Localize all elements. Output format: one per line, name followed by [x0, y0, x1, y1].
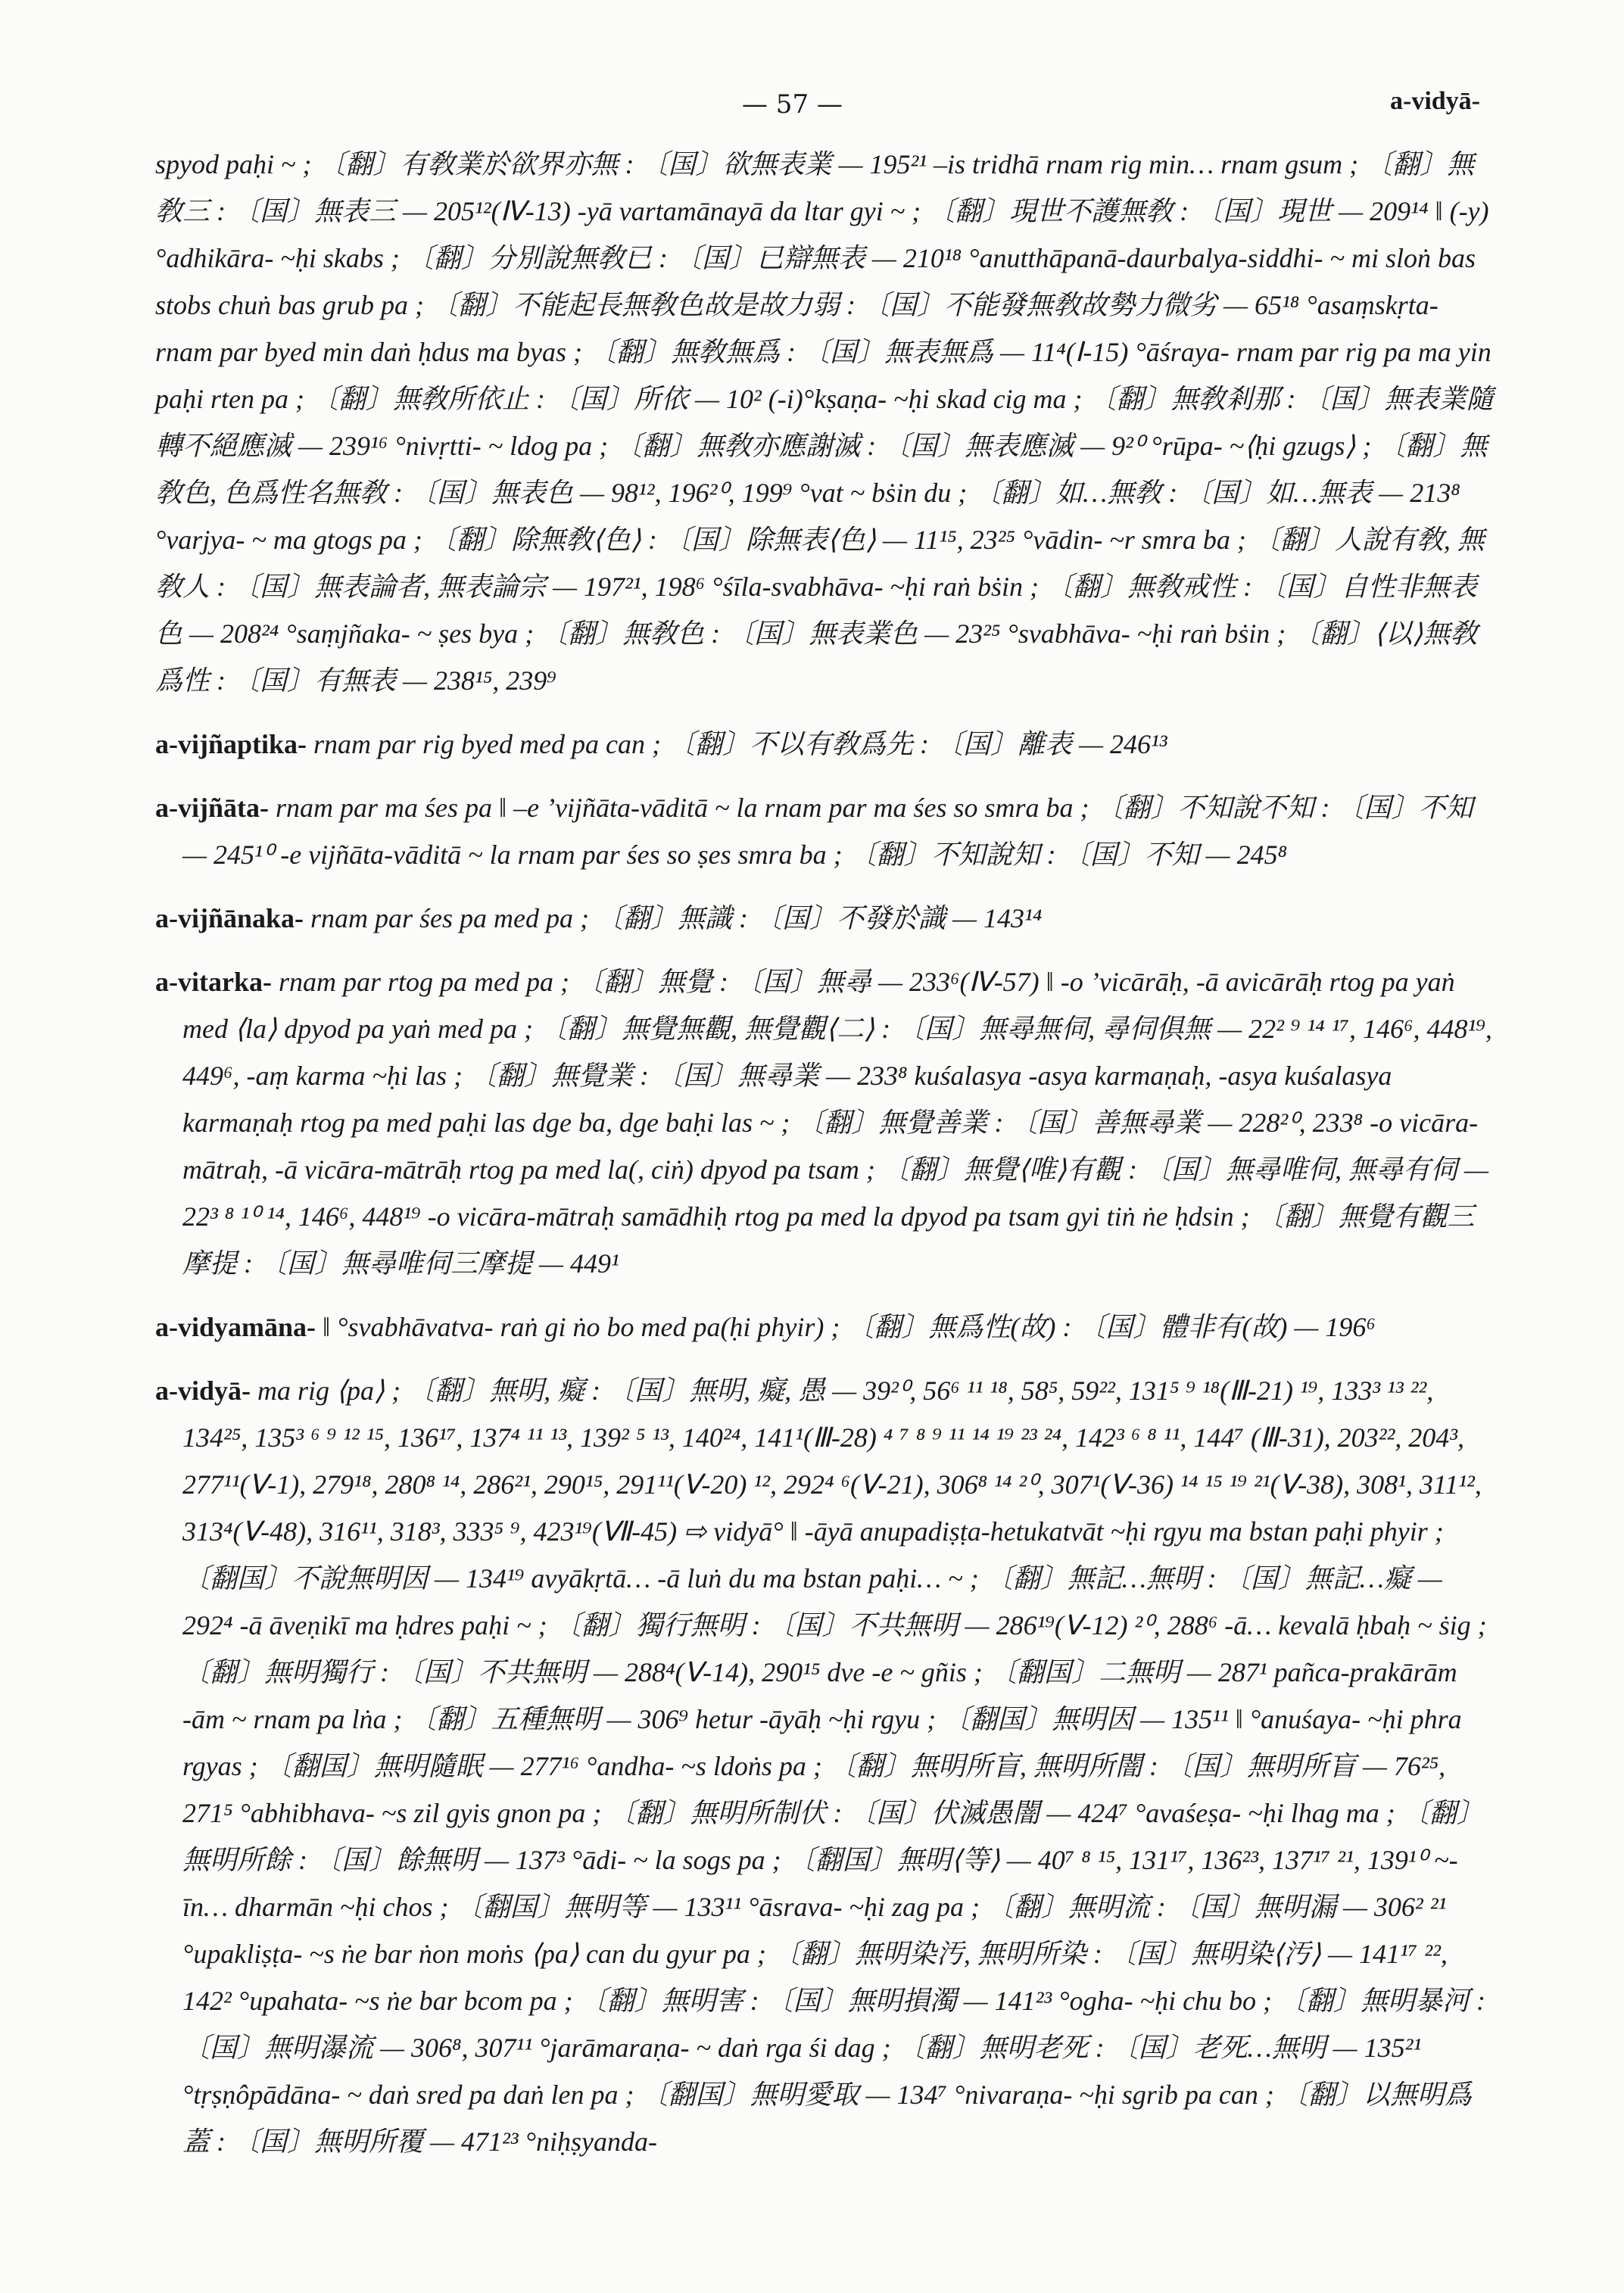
entry-headword: a-vijñaptika- [155, 729, 307, 759]
dictionary-entry [155, 958, 1495, 1287]
dictionary-column [155, 141, 1495, 2182]
entry-headword: a-vidyamāna- [155, 1312, 316, 1342]
entry-body: rnam par rig byed med pa can ; 〔翻〕不以有敎爲先 : 〔国〕離表 — 246¹³ [313, 729, 1167, 759]
entry-headword: a-vitarka- [155, 967, 272, 997]
entry-headword: a-vijñāta- [155, 793, 269, 823]
entry-body: ‖ °svabhāvatva- raṅ gi ṅo bo med pa(ḥi phyir) ; 〔翻〕無爲性(故) : 〔国〕體非有(故) — 196⁶ [323, 1312, 1376, 1342]
dictionary-entry [155, 1367, 1495, 2165]
dictionary-entry [155, 784, 1495, 878]
entry-body: ma rig ⟨pa⟩ ; 〔翻〕無明, 癡 : 〔国〕無明, 癡, 愚 — 39²⁰, 56⁶ ¹¹ ¹⁸, 58⁵, 59²², 131⁵ ⁹ ¹⁸(Ⅲ-21) ¹⁹, 133³ ¹³ ²², 134²⁵, 135³ ⁶ ⁹ ¹² ¹⁵, 136¹⁷, 137⁴ ¹¹ ¹³, 139² ⁵ ¹³, 140²⁴, 141¹(Ⅲ-28) ⁴ ⁷ ⁸ ⁹ ¹¹ ¹⁴ ¹⁹ ²³ ²⁴, 142³ ⁶ ⁸ ¹¹, 144⁷ (Ⅲ-31), 203²², 204³, 277¹¹(Ⅴ-1), 279¹⁸, 280⁸ ¹⁴, 286²¹, 290¹⁵, 291¹¹(Ⅴ-20) ¹², 292⁴ ⁶(Ⅴ-21), 306⁸ ¹⁴ ²⁰, 307¹(Ⅴ-36) ¹⁴ ¹⁵ ¹⁹ ²¹(Ⅴ-38), 308¹, 311¹², 313⁴(Ⅴ-48), 316¹¹, 318³, 333⁵ ⁹, 423¹⁹(Ⅶ-45) ⇨ vidyā° ‖ -āyā anupadiṣṭa-hetukatvāt ~ḥi rgyu ma bstan paḥi phyir ; 〔翻国〕不說無明因 — 134¹⁹ avyākṛtā… -ā luṅ du ma bstan paḥi… ~ ; 〔翻〕無記…無明 : 〔国〕無記…癡 — 292⁴ -ā āveṇikī ma ḥdres paḥi ~ ; 〔翻〕獨行無明 : 〔国〕不共無明 — 286¹⁹(Ⅴ-12) ²⁰, 288⁶ -ā… kevalā ḥbaḥ ~ ṡig ; 〔翻〕無明獨行 : 〔国〕不共無明 — 288⁴(Ⅴ-14), 290¹⁵ dve -e ~ gñis ; 〔翻国〕二無明 — 287¹ pañca-prakārām -ām ~ rnam pa lṅa ; 〔翻〕五種無明 — 306⁹ hetur -āyāḥ ~ḥi rgyu ; 〔翻国〕無明因 — 135¹¹ ‖ °anuśaya- ~ḥi phra rgyas ; 〔翻国〕無明隨眠 — 277¹⁶ °andha- ~s ldoṅs pa ; 〔翻〕無明所盲, 無明所闇 : 〔国〕無明所盲 — 76²⁵, 271⁵ °abhibhava- ~s zil gyis gnon pa ; 〔翻〕無明所制伏 : 〔国〕伏滅愚闇 — 424⁷ °avaśeṣa- ~ḥi lhag ma ; 〔翻〕無明所餘 : 〔国〕餘無明 — 137³ °ādi- ~ la sogs pa ; 〔翻国〕無明⟨等⟩ — 40⁷ ⁸ ¹⁵, 131¹⁷, 136²³, 137¹⁷ ²¹, 139¹⁰ ~-īn… dharmān ~ḥi chos ; 〔翻国〕無明等 — 133¹¹ °āsrava- ~ḥi zag pa ; 〔翻〕無明流 : 〔国〕無明漏 — 306² ²¹ °upakliṣṭa- ~s ṅe bar ṅon moṅs ⟨pa⟩ can du gyur pa ; 〔翻〕無明染汚, 無明所染 : 〔国〕無明染⟨汚⟩ — 141¹⁷ ²², 142² °upahata- ~s ṅe bar bcom pa ; 〔翻〕無明害 : 〔国〕無明損濁 — 141²³ °ogha- ~ḥi chu bo ; 〔翻〕無明暴河 : 〔国〕無明瀑流 — 306⁸, 307¹¹ °jarāmaraṇa- ~ daṅ rga śi dag ; 〔翻〕無明老死 : 〔国〕老死…無明 — 135²¹ °tṛṣṇôpādāna- ~ daṅ sred pa daṅ len pa ; 〔翻国〕無明愛取 — 134⁷ °nivaraṇa- ~ḥi sgrib pa can ; 〔翻〕以無明爲蓋 : 〔国〕無明所覆 — 471²³ °niḥṣyanda- [182, 1375, 1487, 2157]
dictionary-entry [155, 1304, 1495, 1351]
dictionary-entry [155, 721, 1495, 768]
running-head: a-vidyā- [1390, 87, 1480, 115]
entry-headword: a-vijñānaka- [155, 903, 304, 933]
entry-body: rnam par śes pa med pa ; 〔翻〕無識 : 〔国〕不發於識 — 143¹⁴ [310, 903, 1043, 933]
dictionary-entry [155, 895, 1495, 942]
entry-headword: a-vidyā- [155, 1375, 251, 1406]
dictionary-entry [155, 141, 1495, 704]
entry-body: spyod paḥi ~ ; 〔翻〕有敎業於欲界亦無 : 〔国〕欲無表業 — 195²¹ –is tridhā rnam rig min… rnam gsum ; 〔翻〕無敎三 : 〔国〕無表三 — 205¹²(Ⅳ-13) -yā vartamānayā da ltar gyi ~ ; 〔翻〕現世不護無敎 : 〔国〕現世 — 209¹⁴ ‖ (-y)°adhikāra- ~ḥi skabs ; 〔翻〕分別說無敎已 : 〔国〕已辯無表 — 210¹⁸ °anutthāpanā-daurbalya-siddhi- ~ mi sloṅ bas stobs chuṅ bas grub pa ; 〔翻〕不能起長無敎色故是故力弱 : 〔国〕不能發無敎故勢力微劣 — 65¹⁸ °asaṃskṛta- rnam par byed min daṅ ḥdus ma byas ; 〔翻〕無敎無爲 : 〔国〕無表無爲 — 11⁴(Ⅰ-15) °āśraya- rnam par rig pa ma yin paḥi rten pa ; 〔翻〕無敎所依止 : 〔国〕所依 — 10² (-i)°kṣaṇa- ~ḥi skad cig ma ; 〔翻〕無敎剎那 : 〔国〕無表業隨轉不絕應滅 — 239¹⁶ °nivṛtti- ~ ldog pa ; 〔翻〕無敎亦應謝滅 : 〔国〕無表應滅 — 9²⁰ °rūpa- ~⟨ḥi gzugs⟩ ; 〔翻〕無敎色, 色爲性名無敎 : 〔国〕無表色 — 98¹², 196²⁰, 199⁹ °vat ~ bṡin du ; 〔翻〕如…無敎 : 〔国〕如…無表 — 213⁸ °varjya- ~ ma gtogs pa ; 〔翻〕除無敎⟨色⟩ : 〔国〕除無表⟨色⟩ — 11¹⁵, 23²⁵ °vādin- ~r smra ba ; 〔翻〕人說有敎, 無敎人 : 〔国〕無表論者, 無表論宗 — 197²¹, 198⁶ °śīla-svabhāva- ~ḥi raṅ bṡin ; 〔翻〕無敎戒性 : 〔国〕自性非無表色 — 208²⁴ °saṃjñaka- ~ ṣes bya ; 〔翻〕無敎色 : 〔国〕無表業色 — 23²⁵ °svabhāva- ~ḥi raṅ bṡin ; 〔翻〕⟨以⟩無敎爲性 : 〔国〕有無表 — 238¹⁵, 239⁹ [155, 149, 1494, 696]
page-number: — 57 — [742, 89, 843, 120]
entry-body: rnam par rtog pa med pa ; 〔翻〕無覺 : 〔国〕無尋 — 233⁶(Ⅳ-57) ‖ -o ’vicārāḥ, -ā avicārāḥ rtog pa yaṅ med ⟨la⟩ dpyod pa yaṅ med pa ; 〔翻〕無覺無觀, 無覺觀⟨二⟩ : 〔国〕無尋無伺, 尋伺俱無 — 22² ⁹ ¹⁴ ¹⁷, 146⁶, 448¹⁹, 449⁶, -aṃ karma ~ḥi las ; 〔翻〕無覺業 : 〔国〕無尋業 — 233⁸ kuśalasya -asya karmaṇaḥ, -asya kuśalasya karmaṇaḥ rtog pa med paḥi las dge ba, dge baḥi las ~ ; 〔翻〕無覺善業 : 〔国〕善無尋業 — 228²⁰, 233⁸ -o vicāra-mātraḥ, -ā vicāra-mātrāḥ rtog pa med la(, ciṅ) dpyod pa tsam ; 〔翻〕無覺⟨唯⟩有觀 : 〔国〕無尋唯伺, 無尋有伺 — 22³ ⁸ ¹⁰ ¹⁴, 146⁶, 448¹⁹ -o vicāra-mātraḥ samādhiḥ rtog pa med la dpyod pa tsam gyi tiṅ ṅe ḥdsin ; 〔翻〕無覺有觀三摩提 : 〔国〕無尋唯伺三摩提 — 449¹ [182, 967, 1492, 1279]
entry-body: rnam par ma śes pa ‖ –e ’vijñāta-vāditā ~ la rnam par ma śes so smra ba ; 〔翻〕不知說不知 : 〔国〕不知 — 245¹⁰ -e vijñāta-vāditā ~ la rnam par śes so ṣes smra ba ; 〔翻〕不知說知 : 〔国〕不知 — 245⁸ [182, 793, 1473, 870]
